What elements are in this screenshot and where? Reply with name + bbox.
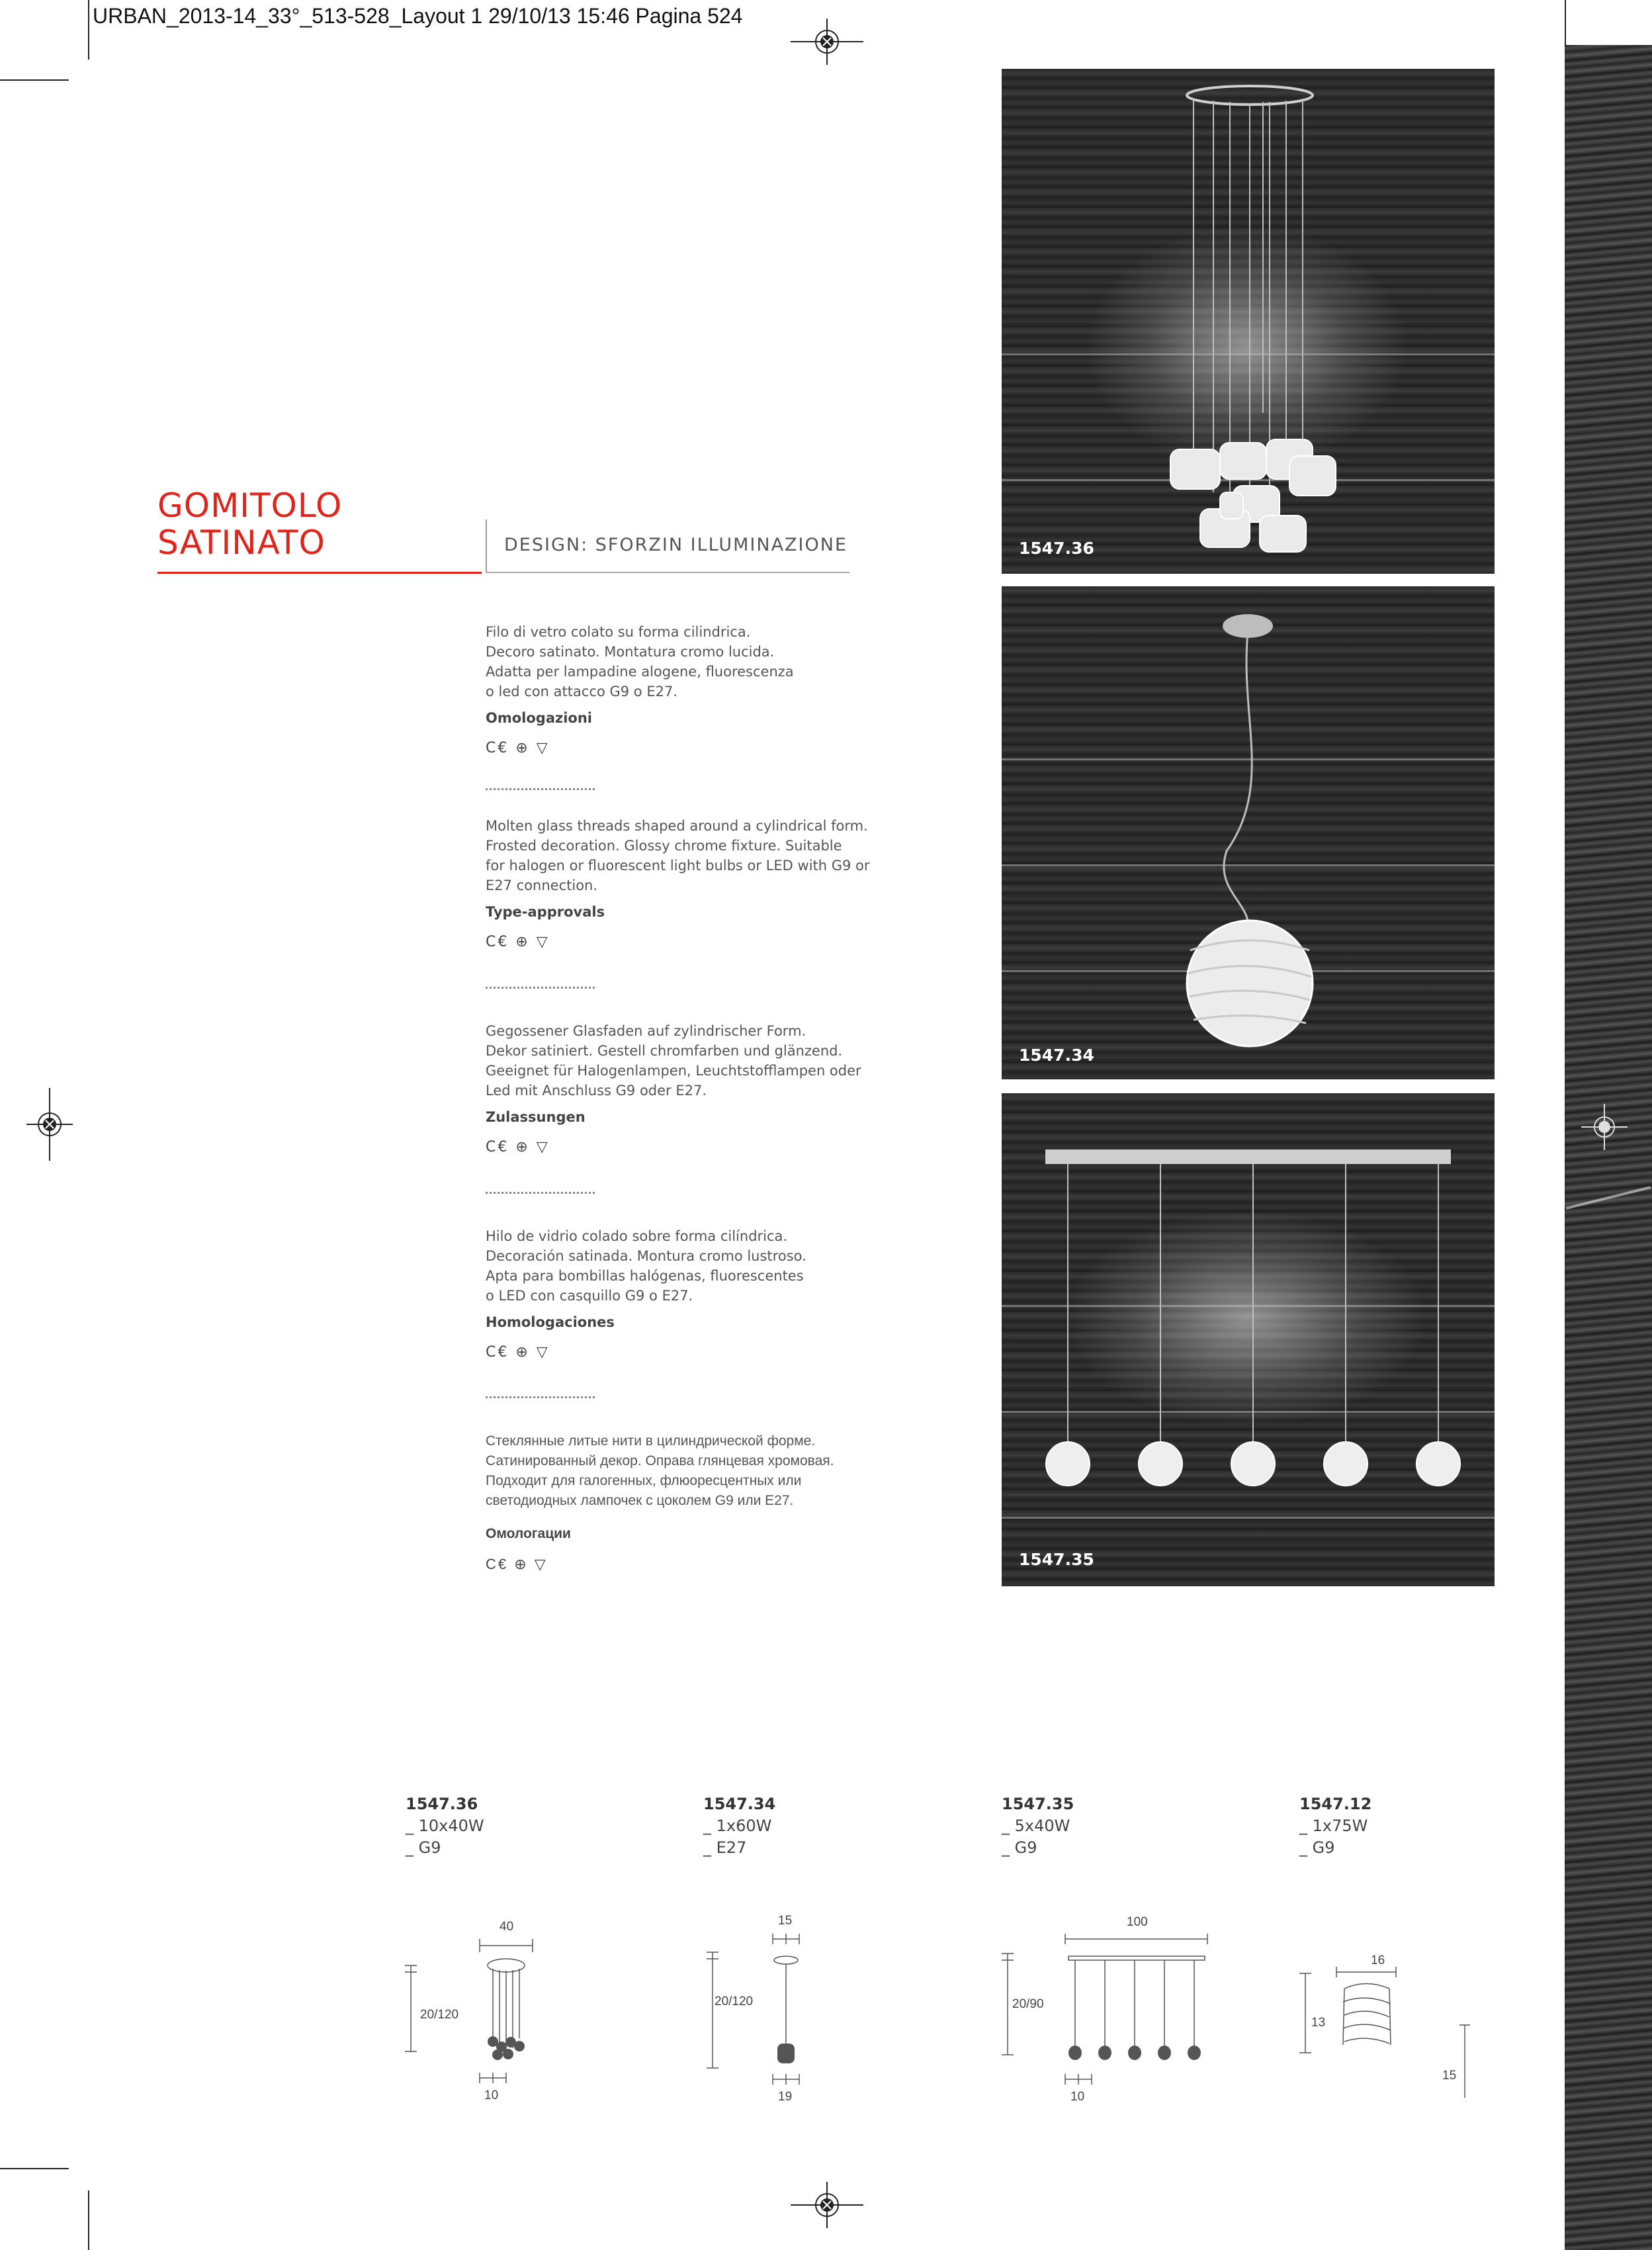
dotted-separator <box>486 788 595 790</box>
spec-bulbs: _ 1x75W <box>1299 1817 1368 1835</box>
photo-code-label: 1547.36 <box>1019 539 1094 558</box>
dimension-drawing-1547-12 <box>1290 1952 1475 2104</box>
approvals-label: Omologazioni <box>486 710 592 726</box>
file-info-header: URBAN_2013-14_33°_513-528_Layout 1 29/10/13 15:46 Pagina 524 <box>93 4 743 28</box>
pendant-illustration <box>1002 586 1495 1079</box>
description-ru <box>486 1431 883 1574</box>
dotted-separator <box>486 987 595 989</box>
dimension-base: 19 <box>778 2090 793 2104</box>
dimension-drawing-1547-36 <box>397 1906 556 2104</box>
spec-socket: _ E27 <box>703 1838 747 1857</box>
dimension-width: 15 <box>778 1914 793 1928</box>
description-es <box>486 1226 883 1363</box>
spec-code: 1547.36 <box>406 1795 478 1813</box>
product-photo-1547-35 <box>1002 1093 1495 1586</box>
dimension-drawing-1547-34 <box>695 1906 853 2104</box>
approvals-label: Омологации <box>486 1526 571 1541</box>
bar-pendant-illustration <box>1002 1093 1495 1586</box>
photo-code-label: 1547.34 <box>1019 1046 1094 1065</box>
certification-icons: C€ ⊕ ▽ <box>486 1139 550 1155</box>
spec-block-1547-34 <box>703 1793 775 1859</box>
dotted-separator <box>486 1396 595 1398</box>
design-underline <box>486 572 849 573</box>
description-text: Molten glass threads shaped around a cylindrical form. Frosted decoration. Glossy chrome fixture. Suitable for halogen or fluorescent light bulbs or LED with G9 or E27 connection. <box>486 818 870 893</box>
spec-code: 1547.35 <box>1002 1795 1074 1813</box>
spec-block-1547-12 <box>1299 1793 1371 1859</box>
product-title-line2: SATINATO <box>157 523 326 562</box>
dimension-base: 10 <box>484 2089 499 2102</box>
spec-block-1547-35 <box>1002 1793 1074 1859</box>
crop-mark <box>88 0 89 60</box>
dimension-width: 40 <box>500 1920 514 1934</box>
registration-mark-icon <box>26 1088 73 1161</box>
dimension-height: 20/120 <box>420 2008 459 2022</box>
dimension-height: 13 <box>1311 2016 1326 2030</box>
crop-mark <box>0 79 69 81</box>
dimension-height: 20/90 <box>1012 1997 1044 2011</box>
description-text: Gegossener Glasfaden auf zylindrischer Form. Dekor satiniert. Gestell chromfarben und glänzend. Geeignet für Halogenlampen, Leuchtstofflampen oder Led mit Anschluss G9 oder E27. <box>486 1023 861 1099</box>
crop-mark <box>1565 0 1566 45</box>
spec-code: 1547.34 <box>703 1795 776 1813</box>
registration-mark-icon <box>791 2182 863 2228</box>
description-it <box>486 622 883 758</box>
registration-mark-icon <box>1581 1104 1628 1150</box>
product-title <box>157 487 342 561</box>
dimension-width: 16 <box>1371 1954 1385 1967</box>
chandelier-illustration <box>1002 69 1495 574</box>
dimension-base: 10 <box>1070 2090 1085 2104</box>
description-en <box>486 816 883 952</box>
spec-bulbs: _ 1x60W <box>703 1817 772 1835</box>
spec-socket: _ G9 <box>1299 1838 1335 1857</box>
designer-credit: DESIGN: SFORZIN ILLUMINAZIONE <box>504 535 848 555</box>
approvals-label: Homologaciones <box>486 1314 615 1330</box>
description-text: Filo di vetro colato su forma cilindrica. Decoro satinato. Montatura cromo lucida. Adatta per lampadine alogene, fluorescenza o led con attacco G9 o E27. <box>486 624 794 699</box>
certification-icons: C€ ⊕ ▽ <box>486 1344 550 1361</box>
dotted-separator <box>486 1192 595 1194</box>
design-divider <box>486 519 487 572</box>
product-photo-1547-34 <box>1002 586 1495 1079</box>
approvals-label: Zulassungen <box>486 1109 586 1125</box>
dimension-width: 100 <box>1127 1915 1148 1929</box>
product-photo-1547-36 <box>1002 69 1495 574</box>
photo-code-label: 1547.35 <box>1019 1550 1094 1569</box>
dimension-drawing-1547-35 <box>992 1906 1231 2104</box>
description-de <box>486 1021 883 1157</box>
product-title-line1: GOMITOLO <box>157 486 343 525</box>
dimension-height: 20/120 <box>715 1995 754 2008</box>
title-underline <box>157 572 482 574</box>
spec-block-1547-36 <box>406 1793 484 1859</box>
approvals-label: Type-approvals <box>486 904 605 920</box>
spec-bulbs: _ 5x40W <box>1002 1817 1070 1835</box>
certification-icons: C€ ⊕ ▽ <box>486 740 550 756</box>
certification-icons: C€ ⊕ ▽ <box>486 934 550 950</box>
spec-code: 1547.12 <box>1299 1795 1372 1813</box>
description-text: Стеклянные литые нити в цилиндрической форме. Сатинированный декор. Оправа глянцевая хромовая. Подходит для галогенных, флюоресцентных или светодиодных лампочек с цоколем G9 или E27. <box>486 1433 834 1508</box>
spec-socket: _ G9 <box>1002 1838 1037 1857</box>
spec-bulbs: _ 10x40W <box>406 1817 484 1835</box>
spec-socket: _ G9 <box>406 1838 441 1857</box>
crop-mark <box>0 2168 69 2169</box>
certification-icons: C€ ⊕ ▽ <box>486 1556 548 1572</box>
registration-mark-icon <box>791 19 863 65</box>
crop-mark <box>88 2190 89 2250</box>
description-text: Hilo de vidrio colado sobre forma cilíndrica. Decoración satinada. Montura cromo lustroso. Apta para bombillas halógenas, fluorescentes o LED con casquillo G9 o E27. <box>486 1228 806 1304</box>
dimension-base: 15 <box>1442 2069 1457 2083</box>
